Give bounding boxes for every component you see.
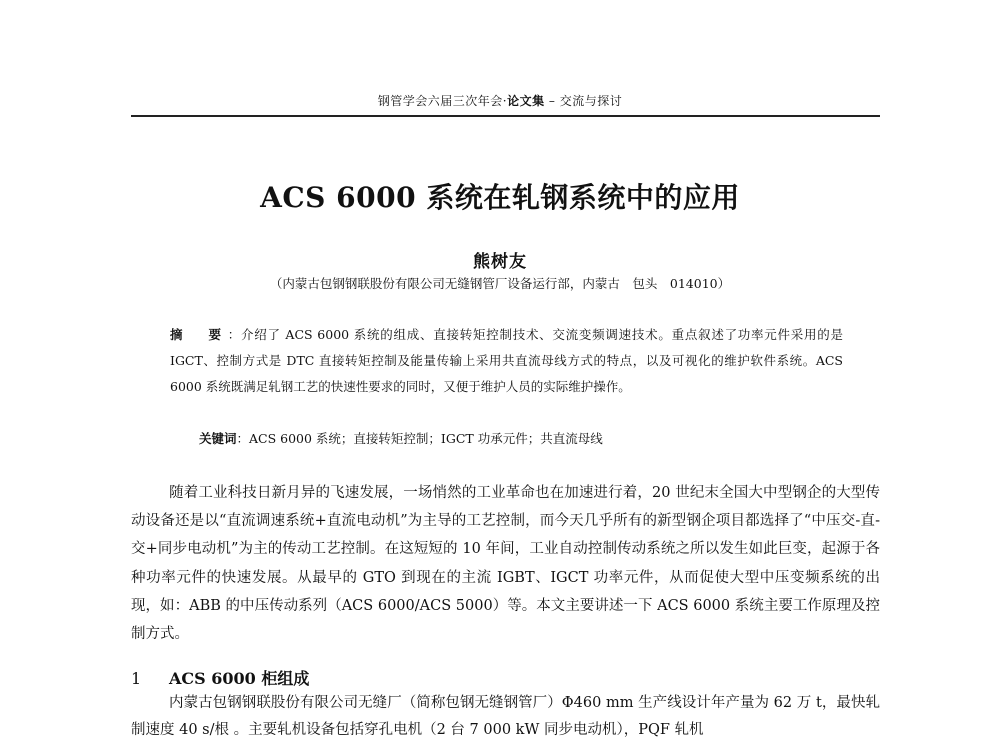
section-title: ACS 6000 柜组成: [169, 669, 310, 688]
abstract-text: ：介绍了 ACS 6000 系统的组成、直接转矩控制技术、交流变频调速技术。重点叙述了功率元件采用的是 IGCT、控制方式是 DTC 直接转矩控制及能量传输上采用共直流母线方式的特点，以及可视化的维护软件系统。ACS 6000 系统既满足轧钢工艺的快速性要求的同时，又便于维护人员的实际维护操作。: [170, 327, 843, 394]
paper-title: ACS 6000 系统在轧钢系统中的应用: [260, 181, 740, 214]
intro-paragraph: [131, 479, 880, 648]
header-conference: 钢管学会六届三次年会·: [377, 94, 508, 108]
running-header: [0, 92, 1000, 109]
abstract: [170, 322, 843, 400]
intro-text: 随着工业科技日新月异的飞速发展，一场悄然的工业革命也在加速进行着，20 世纪末全国大中型钢企的大型传动设备还是以“直流调速系统+直流电动机”为主导的工艺控制，而今天几乎所有的新型钢企项目都选择了“中压交-直-交+同步电动机”为主的传动工艺控制。在这短短的 10 年间，工业自动控制传动系统之所以发生如此巨变，起源于各种功率元件的快速发展。从最早的 GTO 到现在的主流 IGBT、IGCT 功率元件，从而促使大型中压变频系统的出现，如：ABB 的中压传动系列（ACS 6000/ACS 5000）等。本文主要讲述一下 ACS 6000 系统主要工作原理及控制方式。: [131, 485, 880, 643]
header-proceedings: 论文集: [507, 94, 545, 108]
author-name: 熊树友: [473, 252, 527, 272]
section-text: 内蒙古包钢钢联股份有限公司无缝厂（简称包钢无缝钢管厂）Φ460 mm 生产线设计年产量为 62 万 t，最快轧制速度 40 s/根 。主要轧机设备包括穿孔电机（2 台 7 000 kW 同步电动机），PQF 轧机: [131, 695, 880, 738]
author-affiliation: （内蒙古包钢钢联股份有限公司无缝钢管厂设备运行部，内蒙古 包头 014010）: [269, 276, 731, 291]
keywords-label: 关键词: [199, 431, 237, 446]
section-paragraph: [131, 690, 880, 744]
keywords-text: ：ACS 6000 系统；直接转矩控制；IGCT 功承元件；共直流母线: [236, 431, 603, 446]
header-section: – 交流与探讨: [544, 94, 623, 108]
section-number: 1: [131, 669, 142, 688]
keywords: [199, 428, 839, 450]
header-rule: [131, 115, 880, 117]
abstract-label: 摘 要: [170, 327, 228, 342]
section-heading: [131, 666, 880, 689]
